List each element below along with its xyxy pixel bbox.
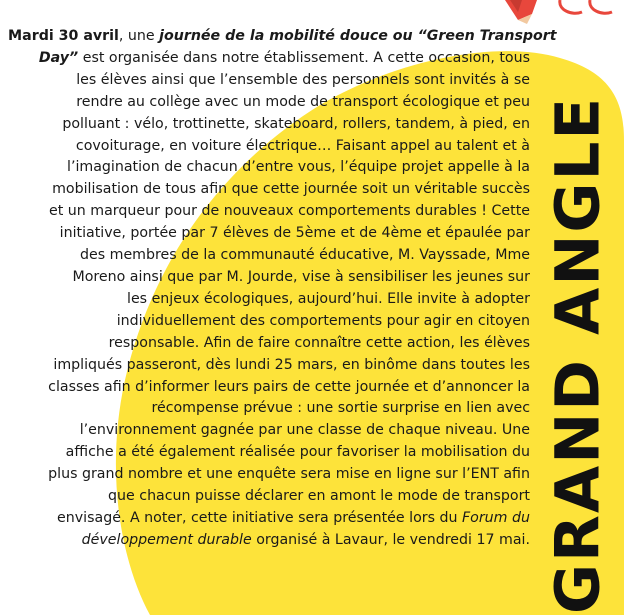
article-line: [8, 398, 530, 420]
spiral-ring-icon: [590, 0, 612, 13]
article-text: polluant : vélo, trottinette, skateboard, rollers, tandem, à pied, en: [62, 115, 530, 132]
article-line: [8, 420, 530, 442]
forum-name: Forum du: [462, 509, 530, 526]
article-text: impliqués passeront, dès lundi 25 mars, en binôme dans toutes les: [53, 356, 530, 373]
article-line: [8, 179, 530, 201]
article-line: [8, 377, 530, 399]
article-text: plus grand nombre et une enquête sera mise en ligne sur l’ENT afin: [48, 466, 530, 483]
article-text: mobilisation de tous afin que cette journée soit un véritable succès: [52, 181, 530, 198]
article-text: covoiturage, en voiture électrique… Faisant appel au talent et à: [75, 137, 530, 154]
article-line: [8, 136, 530, 158]
article-text: envisagé. A noter, cette initiative sera présentée lors du: [57, 509, 462, 526]
article-text: rendre au collège avec un mode de transport écologique et peu: [76, 93, 530, 110]
article-line: [8, 201, 530, 223]
article-line: [8, 508, 530, 530]
article-text: classes afin d’informer leurs pairs de cette journée et d’annoncer la: [48, 378, 530, 395]
article-text: et un marqueur pour de nouveaux comportements durables ! Cette: [48, 203, 530, 220]
article-text: , une: [118, 28, 160, 44]
article-text: est organisée dans notre établissement. A cette occasion, tous: [78, 49, 530, 66]
article-text: que chacun puisse déclarer en amont le mode de transport: [108, 488, 530, 505]
article-text: responsable. Afin de faire connaître cette action, les élèves: [108, 334, 530, 351]
side-title-container: [538, 95, 618, 615]
article-line: [8, 530, 530, 552]
article-line: [8, 311, 530, 333]
article-line: [8, 355, 530, 377]
article-text: individuellement des comportements pour agir en citoyen: [116, 312, 530, 329]
article-text: l’environnement gagnée par une classe de chaque niveau. Une: [79, 422, 530, 439]
event-title: Day”: [38, 49, 79, 66]
article-body: [8, 26, 557, 552]
article-line: [8, 92, 530, 114]
article-text: récompense prévue : une sortie surprise en lien avec: [151, 400, 530, 417]
side-title: GRAND ANGLE: [542, 95, 614, 615]
article-line: [8, 289, 530, 311]
article-text: des membres de la communauté éducative, M. Vayssade, Mme: [80, 247, 530, 264]
article-text: les élèves ainsi que l’ensemble des personnels sont invités à se: [76, 71, 530, 88]
article-text: les enjeux écologiques, aujourd’hui. Elle invite à adopter: [127, 290, 530, 307]
forum-name: développement durable: [81, 531, 252, 548]
event-title: journée de la mobilité douce ou “Green Transport: [159, 28, 557, 44]
article-text: initiative, portée par 7 élèves de 5ème et de 4ème et épaulée par: [59, 225, 530, 242]
article-line: [8, 48, 530, 70]
article-date: Mardi 30 avril: [8, 28, 119, 44]
article-line: [8, 245, 530, 267]
article-line: [8, 114, 530, 136]
article-line: [8, 70, 530, 92]
article-line: [8, 267, 530, 289]
article-line: [8, 464, 530, 486]
article-line: [8, 157, 530, 179]
article-line: [8, 26, 557, 48]
article-text: l’imagination de chacun d’entre vous, l’équipe projet appelle à la: [67, 159, 530, 176]
article-text: Moreno ainsi que par M. Jourde, vise à sensibiliser les jeunes sur: [72, 268, 530, 285]
article-line: [8, 486, 530, 508]
spiral-ring-icon: [560, 0, 582, 13]
article-line: [8, 333, 530, 355]
article-text: organisé à Lavaur, le vendredi 17 mai.: [251, 531, 530, 548]
article-line: [8, 223, 530, 245]
article-line: [8, 442, 530, 464]
article-text: affiche a été également réalisée pour favoriser la mobilisation du: [65, 444, 530, 461]
